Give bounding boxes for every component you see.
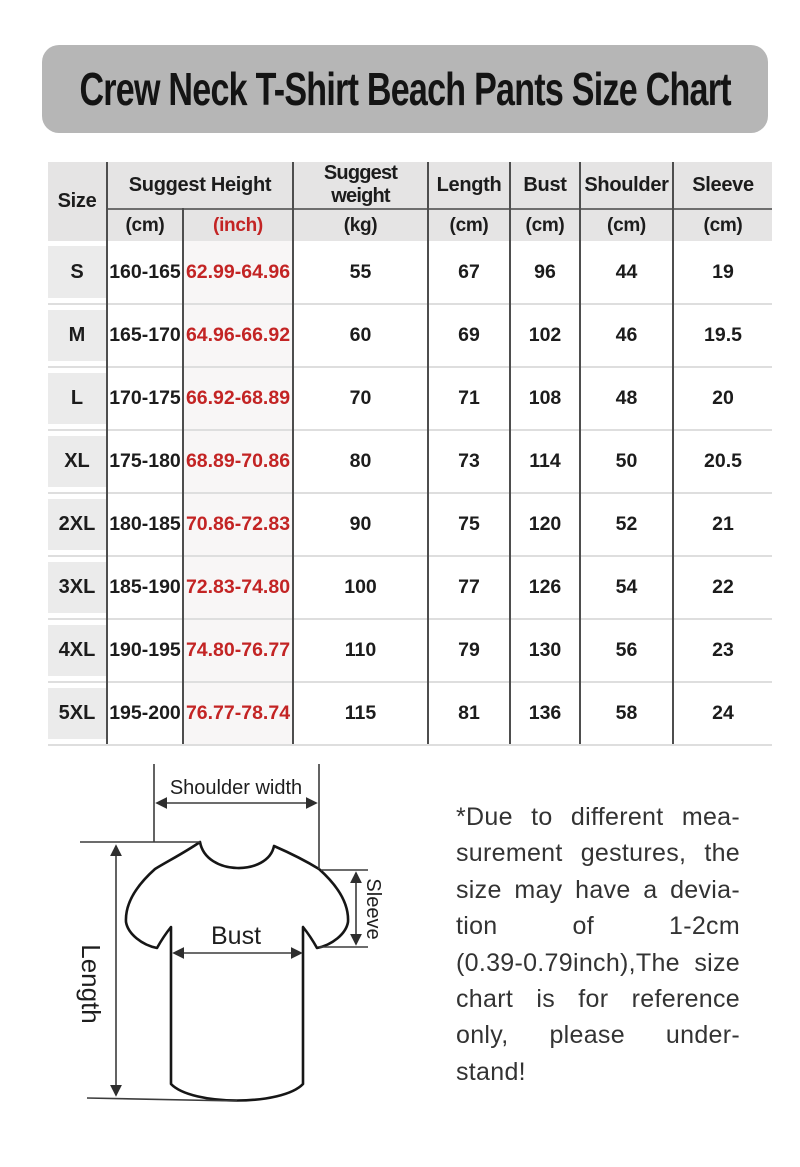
- size-table: [48, 162, 772, 746]
- col-header-suggest-height: Suggest Height: [107, 162, 293, 209]
- cell-weight-kg: 60: [293, 304, 428, 367]
- size-table-body: [48, 241, 772, 745]
- disclaimer-note: [456, 799, 740, 1090]
- cell-size: 3XL: [48, 556, 107, 619]
- table-row-xl: [48, 430, 772, 493]
- cell-bust: 130: [510, 619, 580, 682]
- cell-size: 5XL: [48, 682, 107, 745]
- cell-length: 79: [428, 619, 510, 682]
- cell-length: 71: [428, 367, 510, 430]
- cell-bust: 96: [510, 241, 580, 304]
- cell-length: 77: [428, 556, 510, 619]
- unit-height-inch: (inch): [183, 209, 293, 241]
- cell-height-inch: 62.99-64.96: [183, 241, 293, 304]
- cell-height-inch: 76.77-78.74: [183, 682, 293, 745]
- table-row-s: [48, 241, 772, 304]
- disclaimer-line: (0.39-0.79inch),The size: [456, 948, 740, 977]
- disclaimer-line: size may have a devia-: [456, 875, 740, 904]
- cell-size: M: [48, 304, 107, 367]
- cell-sleeve: 21: [673, 493, 772, 556]
- cell-height-inch: 68.89-70.86: [183, 430, 293, 493]
- unit-height-cm: (cm): [107, 209, 183, 241]
- cell-weight-kg: 80: [293, 430, 428, 493]
- bust-label: Bust: [210, 922, 262, 950]
- size-table-header: [48, 162, 772, 241]
- shoulder-width-label: Shoulder width: [169, 777, 303, 799]
- cell-bust: 120: [510, 493, 580, 556]
- cell-height-cm: 160-165: [107, 241, 183, 304]
- cell-length: 73: [428, 430, 510, 493]
- col-header-suggest-weight: Suggest weight: [293, 162, 428, 209]
- table-row-4xl: [48, 619, 772, 682]
- cell-shoulder: 48: [580, 367, 673, 430]
- disclaimer-line: chart is for reference: [456, 985, 740, 1014]
- cell-weight-kg: 110: [293, 619, 428, 682]
- disclaimer-line: surement gestures, the: [456, 839, 740, 868]
- cell-shoulder: 54: [580, 556, 673, 619]
- header-row-labels: [48, 162, 772, 209]
- cell-sleeve: 23: [673, 619, 772, 682]
- cell-bust: 136: [510, 682, 580, 745]
- cell-height-inch: 70.86-72.83: [183, 493, 293, 556]
- table-row-l: [48, 367, 772, 430]
- cell-size: 4XL: [48, 619, 107, 682]
- cell-height-inch: 72.83-74.80: [183, 556, 293, 619]
- cell-height-cm: 180-185: [107, 493, 183, 556]
- cell-height-cm: 170-175: [107, 367, 183, 430]
- sleeve-label: Sleeve: [362, 878, 384, 940]
- cell-shoulder: 50: [580, 430, 673, 493]
- unit-bust-cm: (cm): [510, 209, 580, 241]
- cell-bust: 114: [510, 430, 580, 493]
- length-label: Length: [76, 944, 106, 1024]
- page-title: Crew Neck T-Shirt Beach Pants Size Chart: [79, 63, 731, 115]
- unit-sleeve-cm: (cm): [673, 209, 772, 241]
- unit-shoulder-cm: (cm): [580, 209, 673, 241]
- table-row-m: [48, 304, 772, 367]
- cell-sleeve: 19.5: [673, 304, 772, 367]
- cell-height-inch: 74.80-76.77: [183, 619, 293, 682]
- cell-sleeve: 24: [673, 682, 772, 745]
- disclaimer-line: stand!: [456, 1057, 526, 1086]
- cell-weight-kg: 115: [293, 682, 428, 745]
- cell-shoulder: 44: [580, 241, 673, 304]
- table-row-3xl: [48, 556, 772, 619]
- cell-sleeve: 22: [673, 556, 772, 619]
- cell-size: 2XL: [48, 493, 107, 556]
- cell-size: S: [48, 241, 107, 304]
- cell-length: 81: [428, 682, 510, 745]
- tshirt-measurement-diagram: [30, 762, 440, 1112]
- unit-length-cm: (cm): [428, 209, 510, 241]
- cell-shoulder: 52: [580, 493, 673, 556]
- cell-bust: 126: [510, 556, 580, 619]
- col-header-sleeve: Sleeve: [673, 162, 772, 209]
- cell-weight-kg: 90: [293, 493, 428, 556]
- col-header-length: Length: [428, 162, 510, 209]
- disclaimer-line: tion of 1-2cm: [456, 912, 740, 941]
- cell-shoulder: 58: [580, 682, 673, 745]
- cell-bust: 108: [510, 367, 580, 430]
- cell-length: 69: [428, 304, 510, 367]
- cell-height-inch: 66.92-68.89: [183, 367, 293, 430]
- disclaimer-line: only, please under-: [456, 1021, 740, 1050]
- cell-shoulder: 46: [580, 304, 673, 367]
- cell-height-cm: 190-195: [107, 619, 183, 682]
- cell-weight-kg: 100: [293, 556, 428, 619]
- header-row-units: [48, 209, 772, 241]
- cell-height-cm: 165-170: [107, 304, 183, 367]
- cell-height-cm: 195-200: [107, 682, 183, 745]
- col-header-bust: Bust: [510, 162, 580, 209]
- cell-bust: 102: [510, 304, 580, 367]
- disclaimer-line: *Due to different mea-: [456, 803, 740, 831]
- cell-height-inch: 64.96-66.92: [183, 304, 293, 367]
- cell-sleeve: 20.5: [673, 430, 772, 493]
- cell-sleeve: 20: [673, 367, 772, 430]
- cell-weight-kg: 70: [293, 367, 428, 430]
- cell-sleeve: 19: [673, 241, 772, 304]
- cell-weight-kg: 55: [293, 241, 428, 304]
- cell-height-cm: 175-180: [107, 430, 183, 493]
- cell-size: L: [48, 367, 107, 430]
- cell-height-cm: 185-190: [107, 556, 183, 619]
- title-banner: [42, 45, 768, 133]
- unit-weight-kg: (kg): [293, 209, 428, 241]
- table-row-2xl: [48, 493, 772, 556]
- cell-length: 75: [428, 493, 510, 556]
- table-row-5xl: [48, 682, 772, 745]
- cell-size: XL: [48, 430, 107, 493]
- tshirt-outline: [126, 842, 348, 1101]
- col-header-shoulder: Shoulder: [580, 162, 673, 209]
- col-header-size: Size: [48, 162, 107, 241]
- cell-shoulder: 56: [580, 619, 673, 682]
- cell-length: 67: [428, 241, 510, 304]
